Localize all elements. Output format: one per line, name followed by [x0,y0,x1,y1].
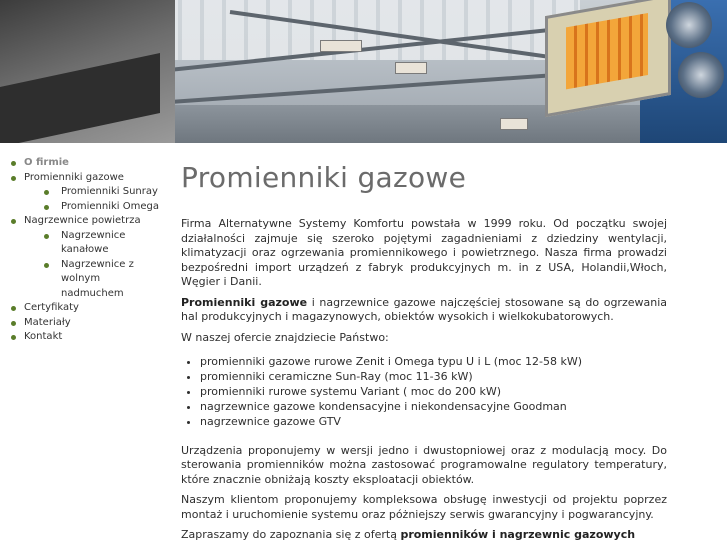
banner-heater-glow [566,13,648,89]
banner-fan-icon [666,2,712,48]
sidebar-item-nagrzewnice-powietrza[interactable] [10,214,165,301]
offer-item: • promienniki ceramiczne Sun-Ray (moc 11-36 kW) [200,370,667,385]
sidebar-item-label: Promienniki Sunray [61,186,158,197]
banner-small-heater [395,62,427,74]
sidebar-item-kontakt[interactable] [10,330,165,345]
sidebar-item-label: Promienniki Omega [61,200,159,212]
sidebar-nav [10,156,165,345]
offer-list [181,355,667,430]
offer-intro: W naszej ofercie znajdziecie Państwo: [181,330,389,344]
sidebar-item-nagrzewnice-kanalowe[interactable] [43,229,165,258]
sidebar-item-label: Materiały [24,316,71,328]
banner-fan-icon [678,52,724,98]
sidebar-item-label: Nagrzewnice kanałowe [61,229,126,255]
banner-small-heater [500,118,528,130]
offer-item: • nagrzewnice gazowe GTV [200,415,667,430]
usage-bold-text: Promienniki gazowe [181,295,308,309]
offer-item: • promienniki gazowe rurowe Zenit i Omega typu U i L (moc 12-58 kW) [200,355,667,370]
sidebar-item-label: Nagrzewnice powietrza [24,215,141,226]
sidebar-item-certyfikaty[interactable] [10,301,165,316]
invite-paragraph [181,528,667,543]
intro-paragraph: Firma Alternatywne Systemy Komfortu powstała w 1999 roku. Od początku swojej działalności zajmuje się szeroko pojętymi zagadnieniami z dziedziny wentylacji, klimatyzacji oraz ogrzewania promiennikowego i powietrznego. Nasza firma prowadzi bezpośredni import urządzeń z fabryk produkcyjnych m. in z USA, Holandii,Włoch, Węgier i Danii. [181,217,667,288]
banner-small-heater [320,40,362,52]
sidebar-item-label: O firmie [24,157,69,168]
service-paragraph: Naszym klientom proponujemy kompleksowa obsługę inwestycji od projektu poprzez montaż i uruchomienie systemu oraz póżniejszy serwis gwarancyjny i pogwarancyjny. [181,493,667,521]
usage-text: i nagrzewnice gazowe najczęściej stosowane są do ogrzewania hal produkcyjnych i magazynowych, obiektów wysokich i wielkokubatorowych. [181,295,667,323]
sidebar-item-nagrzewnice-z-wolnym-nadmuchem[interactable] [43,258,165,302]
sidebar-item-label: Promienniki gazowe [24,171,124,183]
main-content [181,160,667,549]
devices-paragraph: Urządzenia proponujemy w wersji jedno i dwustopniowej oraz z modulacją mocy. Do sterowania promienników można zastosować programowalne regulatory temperatury, które znacznie obniżają koszty eksploatacji obiektów. [181,443,667,486]
sidebar-item-promienniki-gazowe[interactable] [10,171,165,215]
invite-bold-text: promienników i nagrzewnic gazowych [400,528,636,541]
sidebar-item-label: Nagrzewnice z wolnym nadmuchem [61,258,134,299]
offer-item: • nagrzewnice gazowe kondensacyjne i niekondensacyjne Goodman [200,400,667,415]
header-banner-image [0,0,727,143]
page-title: Promienniki gazowe [181,161,467,194]
invite-text: Zapraszamy do zapoznania się z ofertą [181,528,401,541]
usage-paragraph [181,296,667,325]
sidebar-item-materialy[interactable] [10,316,165,331]
sidebar-item-promienniki-sunray[interactable] [43,185,165,200]
sidebar-item-promienniki-omega[interactable] [43,200,165,215]
sidebar-item-o-firmie[interactable] [10,156,165,171]
offer-item: • promienniki rurowe systemu Variant ( moc do 200 kW) [200,385,667,400]
sidebar-item-label: Kontakt [24,331,63,342]
sidebar-item-label: Certyfikaty [24,302,79,313]
